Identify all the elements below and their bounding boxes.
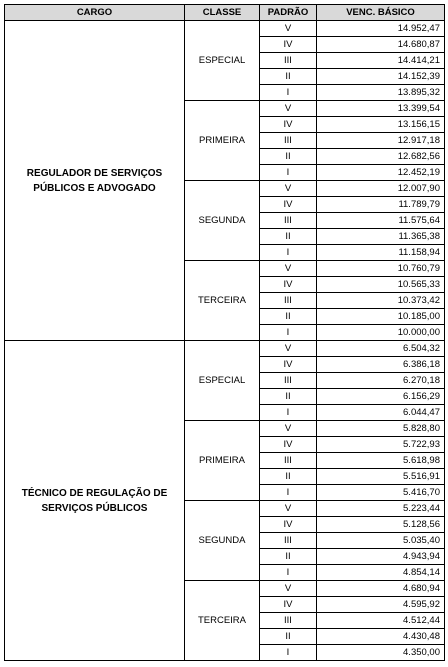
venc-basico-cell: 6.044,47 [317,405,445,421]
padrao-cell: I [260,85,317,101]
venc-basico-cell: 14.680,87 [317,37,445,53]
classe-cell: SEGUNDA [185,501,260,581]
cargo-line-2: SERVIÇOS PÚBLICOS [41,502,148,514]
venc-basico-cell: 5.128,56 [317,517,445,533]
cargo-cell [5,21,185,341]
padrao-cell: I [260,325,317,341]
venc-basico-cell: 12.452,19 [317,165,445,181]
venc-basico-cell: 6.386,18 [317,357,445,373]
padrao-cell: IV [260,197,317,213]
padrao-cell: II [260,549,317,565]
padrao-cell: IV [260,437,317,453]
padrao-cell: V [260,341,317,357]
padrao-cell: V [260,261,317,277]
header-cargo: CARGO [5,5,185,21]
venc-basico-cell: 12.682,56 [317,149,445,165]
padrao-cell: II [260,149,317,165]
venc-basico-cell: 4.854,14 [317,565,445,581]
padrao-cell: II [260,229,317,245]
venc-basico-cell: 4.943,94 [317,549,445,565]
venc-basico-cell: 6.156,29 [317,389,445,405]
cargo-line-1: TÉCNICO DE REGULAÇÃO DE [21,487,168,499]
venc-basico-cell: 10.565,33 [317,277,445,293]
padrao-cell: II [260,309,317,325]
padrao-cell: I [260,245,317,261]
venc-basico-cell: 4.350,00 [317,645,445,661]
venc-basico-cell: 13.895,32 [317,85,445,101]
padrao-cell: IV [260,517,317,533]
venc-basico-cell: 5.223,44 [317,501,445,517]
padrao-cell: I [260,165,317,181]
padrao-cell: III [260,133,317,149]
padrao-cell: III [260,533,317,549]
padrao-cell: I [260,485,317,501]
venc-basico-cell: 5.722,93 [317,437,445,453]
table-body [5,21,445,661]
classe-cell: TERCEIRA [185,261,260,341]
header-venc-basico: VENC. BÁSICO [317,5,445,21]
padrao-cell: III [260,613,317,629]
padrao-cell: V [260,501,317,517]
venc-basico-cell: 11.365,38 [317,229,445,245]
classe-cell: PRIMEIRA [185,421,260,501]
padrao-cell: II [260,69,317,85]
padrao-cell: I [260,565,317,581]
venc-basico-cell: 10.000,00 [317,325,445,341]
venc-basico-cell: 6.504,32 [317,341,445,357]
padrao-cell: IV [260,357,317,373]
venc-basico-cell: 5.516,91 [317,469,445,485]
padrao-cell: IV [260,117,317,133]
padrao-cell: III [260,53,317,69]
classe-cell: SEGUNDA [185,181,260,261]
venc-basico-cell: 14.152,39 [317,69,445,85]
venc-basico-cell: 13.156,15 [317,117,445,133]
classe-cell: ESPECIAL [185,21,260,101]
padrao-cell: V [260,581,317,597]
padrao-cell: III [260,453,317,469]
classe-cell: TERCEIRA [185,581,260,661]
padrao-cell: IV [260,277,317,293]
venc-basico-cell: 12.917,18 [317,133,445,149]
venc-basico-cell: 11.158,94 [317,245,445,261]
padrao-cell: III [260,213,317,229]
venc-basico-cell: 4.430,48 [317,629,445,645]
venc-basico-cell: 4.512,44 [317,613,445,629]
venc-basico-cell: 10.185,00 [317,309,445,325]
header-classe: CLASSE [185,5,260,21]
venc-basico-cell: 5.035,40 [317,533,445,549]
venc-basico-cell: 5.828,80 [317,421,445,437]
venc-basico-cell: 10.373,42 [317,293,445,309]
padrao-cell: II [260,389,317,405]
venc-basico-cell: 4.680,94 [317,581,445,597]
salary-table [4,4,445,661]
venc-basico-cell: 14.952,47 [317,21,445,37]
cargo-line-2: PÚBLICOS E ADVOGADO [33,182,156,194]
venc-basico-cell: 11.575,64 [317,213,445,229]
padrao-cell: I [260,405,317,421]
venc-basico-cell: 13.399,54 [317,101,445,117]
padrao-cell: I [260,645,317,661]
padrao-cell: II [260,469,317,485]
padrao-cell: V [260,421,317,437]
venc-basico-cell: 12.007,90 [317,181,445,197]
padrao-cell: II [260,629,317,645]
venc-basico-cell: 5.416,70 [317,485,445,501]
table-row [5,341,445,357]
padrao-cell: V [260,181,317,197]
table-row [5,21,445,37]
venc-basico-cell: 4.595,92 [317,597,445,613]
header-padrao: PADRÃO [260,5,317,21]
padrao-cell: III [260,373,317,389]
cargo-cell [5,341,185,661]
venc-basico-cell: 5.618,98 [317,453,445,469]
padrao-cell: V [260,21,317,37]
padrao-cell: III [260,293,317,309]
venc-basico-cell: 10.760,79 [317,261,445,277]
venc-basico-cell: 11.789,79 [317,197,445,213]
padrao-cell: IV [260,597,317,613]
venc-basico-cell: 6.270,18 [317,373,445,389]
padrao-cell: IV [260,37,317,53]
header-row [5,5,445,21]
classe-cell: ESPECIAL [185,341,260,421]
padrao-cell: V [260,101,317,117]
classe-cell: PRIMEIRA [185,101,260,181]
cargo-line-1: REGULADOR DE SERVIÇOS [26,167,163,179]
venc-basico-cell: 14.414,21 [317,53,445,69]
